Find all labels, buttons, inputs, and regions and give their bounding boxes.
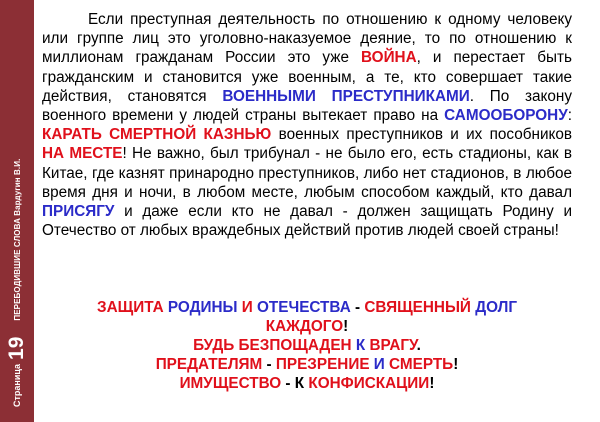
highlight-war: ВОЙНА xyxy=(361,49,417,67)
page-number: 19 xyxy=(5,336,28,360)
slogan-word: ДОЛГ xyxy=(475,299,518,316)
slogan-word: БУДЬ БЕЗПОЩАДЕН xyxy=(193,337,352,354)
slogan-word: ИМУЩЕСТВО xyxy=(179,375,282,392)
slogan-word: ! xyxy=(453,356,459,373)
slogan-line-5 xyxy=(42,374,572,393)
highlight-war-criminals: ВОЕННЫМИ ПРЕСТУПНИКАМИ xyxy=(222,87,470,105)
slogan-word: ЗАЩИТА xyxy=(96,299,164,316)
highlight-on-spot: НА МЕСТЕ xyxy=(42,145,123,163)
sidebar-label xyxy=(6,1,28,421)
slogan-word: СМЕРТЬ xyxy=(389,356,454,373)
slogan-word: ОТЕЧЕСТВА xyxy=(257,299,351,316)
text-run: и даже если кто не давал - должен защищать Родину и Отечество от любых враждебных действий против людей своей страны! xyxy=(42,203,572,240)
text-run: Если преступная деятельность по отношению к одному человеку или группе лиц это уголовно-наказуемое деяние, то по отношению к миллионам гражданам России это уже xyxy=(42,11,572,67)
text-run: : xyxy=(567,107,572,125)
highlight-self-defense: САМООБОРОНУ xyxy=(444,107,568,125)
slogan-word: ПРЕЗРЕНИЕ xyxy=(275,356,370,373)
slogan-word: . xyxy=(416,337,421,354)
text-run: ! Не важно, был трибунал - не было его, есть стадионы, как в Китае, где казнят принародно преступников, либо нет стадионов, в любое время дня и ночи, в любом месте, любым способом каждый, кто давал xyxy=(42,145,572,201)
slogan-word: РОДИНЫ xyxy=(163,299,242,316)
slogan-word: И xyxy=(241,299,257,316)
slogan-word: - К xyxy=(281,375,309,392)
page-word: Страница xyxy=(12,363,22,407)
text-run: , и перестает быть гражданским и становится уже военным, а те, кто совершает такие действия, становятся xyxy=(42,49,573,105)
slogan-word: - xyxy=(350,299,365,316)
slogan-word: - xyxy=(262,356,276,373)
slogan-line-3 xyxy=(42,336,572,355)
slogan-word: КОНФИСКАЦИИ xyxy=(308,375,430,392)
slogan-word: К xyxy=(351,337,370,354)
highlight-oath: ПРИСЯГУ xyxy=(42,203,115,221)
document-title: ПЕРЕБОДИВШИЕ СЛОВА Вардугин В.И. xyxy=(12,158,22,321)
slogans xyxy=(42,298,572,393)
slogan-line-2 xyxy=(42,317,572,336)
slogan-word: ! xyxy=(343,318,349,335)
main-paragraph xyxy=(42,10,572,240)
slogan-word: ВРАГУ xyxy=(369,337,417,354)
text-run: военных преступников и их пособников xyxy=(271,126,572,144)
sidebar xyxy=(0,0,34,422)
text-run: . По закону военного времени у людей страны вытекает право на xyxy=(42,87,572,125)
highlight-execute: КАРАТЬ СМЕРТНОЙ КАЗНЬЮ xyxy=(42,126,272,144)
paragraph-text xyxy=(42,10,572,240)
slogan-line-1 xyxy=(42,298,572,317)
slogan-line-4 xyxy=(42,355,572,374)
slogan-word: ПРЕДАТЕЛЯМ xyxy=(155,356,263,373)
slogan-word: КАЖДОГО xyxy=(265,318,344,335)
slogan-word: СВЯЩЕННЫЙ xyxy=(364,299,476,316)
slogan-word: И xyxy=(369,356,390,373)
slogan-word: ! xyxy=(429,375,435,392)
